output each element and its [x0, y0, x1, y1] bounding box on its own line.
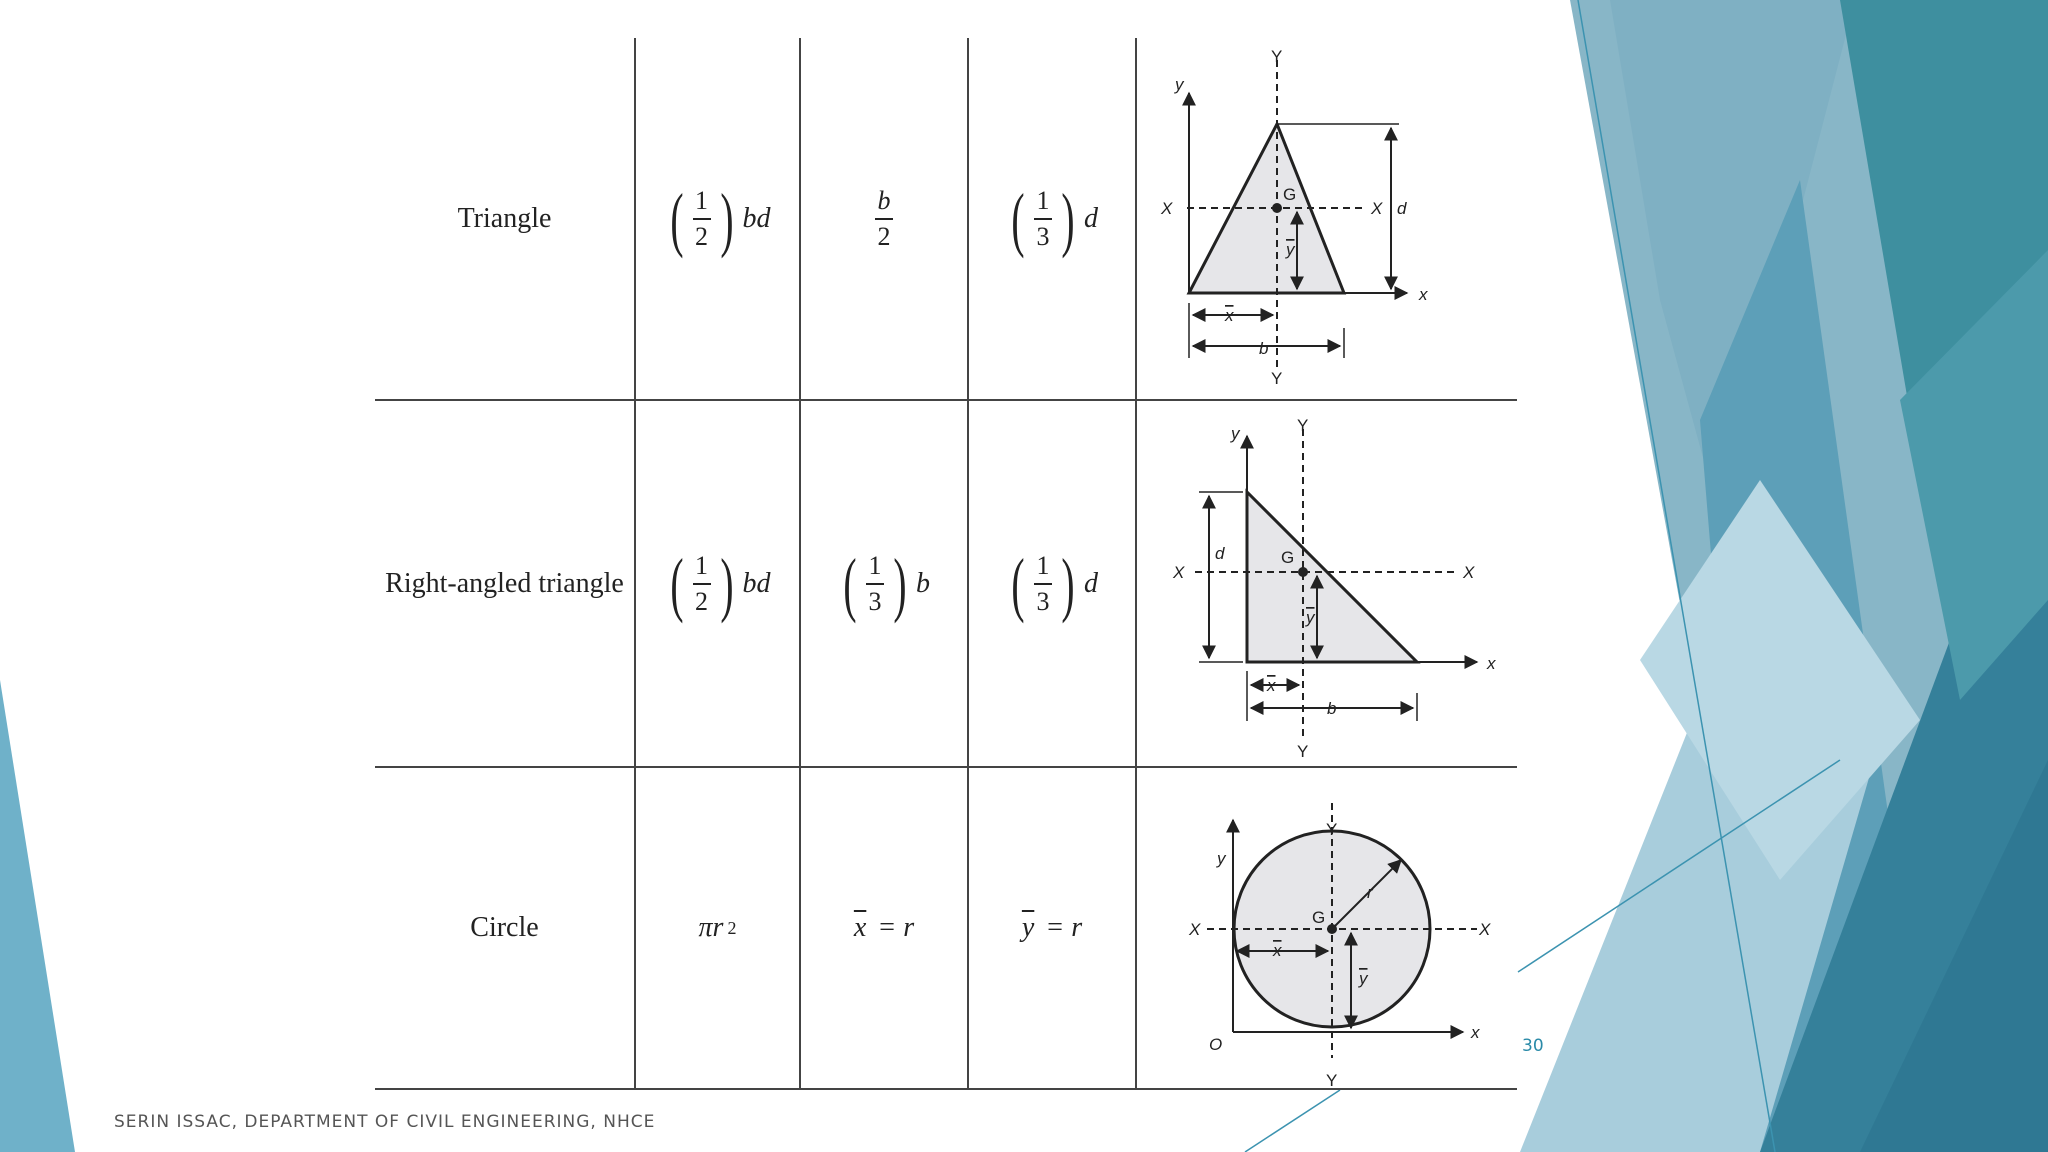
area-cell [636, 38, 799, 399]
right-triangle-figure [1137, 401, 1517, 766]
svg-text:G: G [1283, 185, 1297, 204]
svg-text:r: r [1367, 883, 1373, 902]
shape-name: Circle [470, 912, 539, 943]
svg-text:Y: Y [1326, 820, 1338, 839]
row-divider [375, 1088, 1517, 1090]
left-decor-shape [0, 680, 75, 1152]
svg-text:d: d [1215, 544, 1225, 563]
svg-text:X: X [1463, 563, 1475, 582]
y-bar-formula: $\overline{y}$ = r [1021, 912, 1083, 943]
centroid-table [375, 38, 1517, 1090]
svg-text:G: G [1312, 908, 1326, 927]
y-bar-cell [969, 768, 1135, 1088]
svg-text:X: X [1173, 563, 1185, 582]
svg-text:Y: Y [1297, 416, 1309, 435]
area-formula: πr 2 [698, 912, 737, 943]
x-bar-formula: $\frac{b}{2}$ [875, 187, 893, 250]
x-bar-cell [801, 38, 967, 399]
right-triangle-shape [1247, 492, 1417, 662]
svg-text:Y: Y [1297, 742, 1309, 761]
svg-text:Y: Y [1271, 47, 1283, 66]
area-cell [636, 401, 799, 766]
decor-line-3 [1245, 1090, 1340, 1152]
svg-text:x: x [1419, 285, 1428, 304]
x-bar-formula: $\overline{x}$ = r [853, 912, 915, 943]
svg-text:x: x [1273, 941, 1282, 960]
y-bar-formula: ( $\frac{1}{3}$ ) d [1011, 178, 1098, 259]
svg-text:y: y [1306, 608, 1315, 627]
y-bar-cell [969, 401, 1135, 766]
shape-name-cell [375, 768, 634, 1088]
svg-text:y: y [1217, 849, 1226, 868]
circle-figure [1137, 768, 1517, 1088]
svg-text:X: X [1189, 920, 1201, 939]
x-bar-cell [801, 401, 967, 766]
svg-text:b: b [1327, 699, 1337, 718]
shape-name: Right-angled triangle [385, 567, 624, 599]
shape-name-cell [375, 38, 634, 399]
svg-text:y: y [1359, 969, 1368, 988]
x-bar-cell [801, 768, 967, 1088]
svg-text:x: x [1267, 676, 1276, 695]
area-formula: ( $\frac{1}{2}$ ) bd [669, 543, 771, 624]
svg-text:X: X [1371, 199, 1383, 218]
svg-text:Y: Y [1326, 1071, 1338, 1088]
page-number: 30 [1522, 1036, 1544, 1056]
svg-text:b: b [1259, 339, 1269, 358]
x-bar-formula: ( $\frac{1}{3}$ ) b [843, 543, 930, 624]
y-bar-cell [969, 38, 1135, 399]
slide-footer: SERIN ISSAC, DEPARTMENT OF CIVIL ENGINEERING, NHCE [114, 1112, 656, 1132]
shape-name: Triangle [457, 202, 552, 234]
svg-text:y: y [1231, 424, 1240, 443]
svg-text:O: O [1209, 1035, 1223, 1054]
y-bar-formula: ( $\frac{1}{3}$ ) d [1011, 543, 1098, 624]
svg-text:x: x [1471, 1023, 1480, 1042]
svg-text:Y: Y [1271, 369, 1283, 388]
svg-text:y: y [1286, 240, 1295, 259]
area-cell [636, 768, 799, 1088]
svg-text:x: x [1487, 654, 1496, 673]
svg-text:d: d [1397, 199, 1407, 218]
svg-text:X: X [1479, 920, 1491, 939]
shape-name-cell [375, 401, 634, 766]
triangle-figure [1137, 38, 1517, 399]
svg-text:G: G [1281, 548, 1295, 567]
area-formula: ( $\frac{1}{2}$ ) bd [669, 178, 771, 259]
svg-text:y: y [1175, 75, 1184, 94]
svg-text:x: x [1225, 306, 1234, 325]
svg-text:X: X [1161, 199, 1173, 218]
